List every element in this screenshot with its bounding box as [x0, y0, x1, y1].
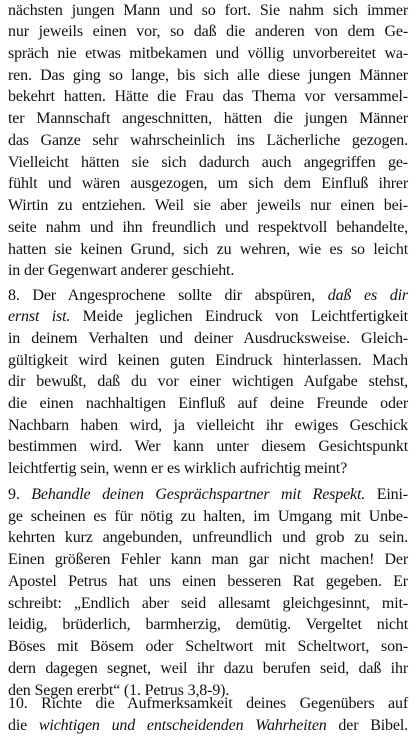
point-10-first-line: 10. Richte die Aufmerksamkeit deines Gegenübers auf	[8, 695, 408, 712]
text-line: das Ganze sehr wahrscheinlich ins Lächerliche gezogen.	[8, 132, 408, 149]
text-line: Böses mit Bösem oder Scheltwort mit Scheltwort, son-	[8, 638, 408, 655]
text-line: spräch nie etwas mitbekamen und völlig unvorbereitet wa-	[8, 45, 408, 62]
text-line: ge scheinen es für nötig zu halten, im Umgang mit Unbe-	[8, 508, 408, 525]
text-line: den Segen ererbt“ (1. Petrus 3,8-9).	[8, 682, 230, 699]
point-8-emphasis: ernst ist.	[8, 308, 71, 325]
point-8-emphasis: daß es dir	[327, 287, 408, 304]
point-10-second-line: die wichtigen und entscheidenden Wahrheiten der Bibel.	[8, 717, 408, 734]
point-10-emphasis: wichtigen und entscheidenden Wahrheiten	[38, 717, 327, 734]
text-line: Apostel Petrus hat uns einen besseren Rat gegeben. Er	[8, 573, 408, 590]
text-line: die einen nachhaltigen Einfluß auf deine Freunde oder	[8, 395, 408, 412]
text-line: nächsten jungen Mann und so fort. Sie nahm sich immer	[8, 2, 408, 19]
point-9-first-line: 9. Behandle deinen Gesprächspartner mit Respekt. Eini-	[8, 486, 408, 503]
point-8-first-line: 8. Der Angesprochene sollte dir abspüren, daß es dir	[8, 287, 408, 304]
text-line: bestimmen wird. Wer kann unter diesem Gesichtspunkt	[8, 438, 408, 455]
text-line: schreibt: „Endlich aber seid allesamt gleichgesinnt, mit-	[8, 595, 408, 612]
text-line: in der Gegenwart anderer geschieht.	[8, 262, 235, 279]
text-line: fühlt und wären ausgezogen, um sich dem Einfluß ihrer	[8, 175, 408, 192]
text-line: kehrten kurz angebunden, unfreundlich und grob zu sein.	[8, 529, 408, 546]
text-line: seite nahm und ihn freundlich und respektvoll behandelte,	[8, 219, 408, 236]
point-8-number: 8.	[8, 287, 20, 304]
point-8-second-line: ernst ist. Meide jeglichen Eindruck von Leichtfertigkeit	[8, 308, 408, 325]
text-line: Vielleicht hätten sie sich dadurch auch angegriffen ge-	[8, 154, 408, 171]
point-10-number: 10.	[8, 695, 28, 712]
text-line: leidig, brüderlich, barmherzig, demütig. Vergeltet nicht	[8, 616, 408, 633]
text-line: hatten sie keinen Grund, sich zu wehren, wie es so leicht	[8, 241, 408, 258]
text-line: dir bewußt, daß du vor einer wichtigen Aufgabe stehst,	[8, 373, 408, 390]
text-line: ter Mannschaft angeschnitten, hätten die jungen Männer	[8, 110, 408, 127]
text-line: leichtfertig sein, wenn er es wirklich aufrichtig meint?	[8, 460, 348, 477]
text-line: bekehrt hatten. Hätte die Frau das Thema vor versammel-	[8, 88, 408, 105]
point-9-number: 9.	[8, 486, 20, 503]
text-line: Wirtin zu entziehen. Weil sie aber jeweils nur einen bei-	[8, 197, 408, 214]
text-line: Einen größeren Fehler kann man gar nicht machen! Der	[8, 551, 408, 568]
text-line: dern dagegen segnet, weil ihr dazu berufen seid, daß ihr	[8, 660, 408, 677]
text-line: gültigkeit wird keinen guten Eindruck hinterlassen. Mach	[8, 352, 408, 369]
text-line: in deinem Verhalten und deiner Ausdrucksweise. Gleich-	[8, 330, 408, 347]
text-line: ren. Das ging so lange, bis sich alle diese jungen Männer	[8, 67, 408, 84]
text-line: nur jeweils einen vor, so daß die anderen von dem Ge-	[8, 23, 408, 40]
point-9-emphasis: Behandle deinen Gesprächspartner mit Respekt.	[31, 486, 366, 503]
text-line: Nachbarn haben wird, ja vielleicht ihr ewiges Geschick	[8, 417, 408, 434]
